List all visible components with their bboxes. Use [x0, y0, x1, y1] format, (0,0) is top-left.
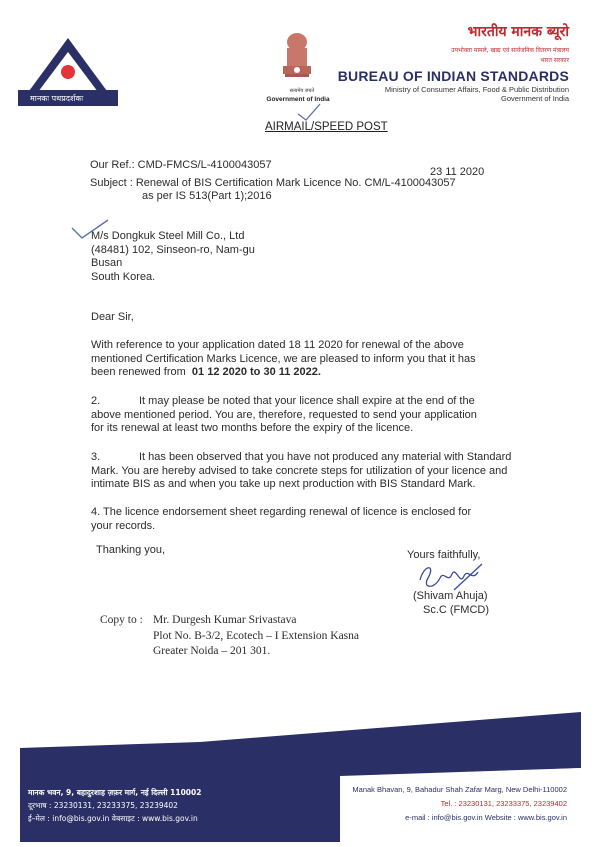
paragraph-line: It may please be noted that your licence shall expire at the end of the [139, 395, 475, 407]
paragraph-2 [91, 395, 521, 436]
footer-phone: Tel. : 23230131, 23233375, 23239402 [440, 799, 567, 808]
recipient-address [91, 230, 255, 284]
paragraph-number: 3. [91, 451, 101, 463]
paragraph-line: mentioned Certification Marks Licence, we are pleased to inform you that it has [91, 352, 476, 365]
address-line: (48481) 102, Sinseon-ro, Nam-gu [91, 243, 255, 256]
org-ministry-hindi: उपभोक्ता मामले, खाद्य एवं सार्वजनिक वितरण मंत्रालय [451, 47, 569, 54]
yours-faithfully: Yours faithfully, [407, 549, 481, 561]
paragraph-line: intimate BIS as and when you take up next production with BIS Standard Mark. [91, 478, 476, 490]
paragraph-4 [91, 506, 521, 533]
org-name-hindi: भारतीय मानक ब्यूरो [467, 24, 569, 40]
footer-phone-hindi: दूरभाष : 23230131, 23233375, 23239402 [28, 801, 178, 810]
paragraph-number: 2. [91, 395, 101, 407]
footer-web-hindi: ई–मेल : info@bis.gov.in वेबसाइट : www.bis.gov.in [28, 814, 198, 823]
signer-title: Sc.C (FMCD) [423, 604, 489, 616]
copy-to-address [153, 613, 359, 660]
footer-address: Manak Bhavan, 9, Bahadur Shah Zafar Marg, New Delhi-110002 [352, 785, 567, 794]
paragraph-line: Mark. You are hereby advised to take concrete steps for utilization of your licence and [91, 464, 508, 477]
paragraph-line: With reference to your application dated 18 11 2020 for renewal of the above [91, 339, 464, 351]
org-government: Government of India [501, 94, 569, 103]
address-line: South Korea. [91, 270, 156, 283]
org-name: BUREAU OF INDIAN STANDARDS [337, 68, 569, 84]
paragraph-line: 4. The licence endorsement sheet regarding renewal of licence is enclosed for [91, 506, 472, 518]
org-ministry: Ministry of Consumer Affairs, Food & Public Distribution [384, 85, 569, 94]
copy-line: Greater Noida – 201 301. [153, 645, 271, 657]
renewal-period: 01 12 2020 to 30 11 2022. [191, 366, 321, 378]
check-mark-icon [296, 102, 322, 122]
closing: Thanking you, [96, 544, 166, 556]
footer-band [0, 708, 599, 847]
paragraph-line: above mentioned period. You are, therefore, requested to send your application [91, 408, 477, 421]
salutation: Dear Sir, [91, 311, 134, 323]
national-emblem-icon [272, 28, 322, 86]
paragraph-line: been renewed from [91, 366, 186, 378]
letter-date: 23 11 2020 [430, 166, 485, 178]
paragraph-line: It has been observed that you have not produced any material with Standard [139, 451, 512, 463]
footer-address-hindi: मानक भवन, 9, बहादुरशाह ज़फ़र मार्ग, नई दिल्ली 110002 [28, 788, 202, 797]
copy-line: Plot No. B-3/2, Ecotech – I Extension Kasna [153, 629, 360, 642]
paragraph-1 [91, 339, 521, 380]
logo-motto: मानकः पथप्रदर्शकः [30, 94, 84, 103]
emblem-motto: सत्यमेव जयते [289, 88, 315, 94]
signature-icon [414, 560, 488, 594]
footer-web: e-mail : info@bis.gov.in Website : www.bis.gov.in [405, 813, 567, 822]
emblem-caption: Government of India [266, 96, 330, 103]
copy-to-label: Copy to : [100, 614, 143, 626]
org-government-hindi: भारत सरकार [540, 57, 569, 64]
mail-type: AIRMAIL/SPEED POST [265, 121, 388, 133]
paragraph-line: your records. [91, 519, 156, 532]
copy-line: Mr. Durgesh Kumar Srivastava [153, 614, 297, 626]
signer-name: (Shivam Ahuja) [413, 590, 488, 602]
address-line: Busan [91, 257, 123, 269]
subject-line: Subject : Renewal of BIS Certification Mark Licence No. CM/L-4100043057 [90, 177, 456, 189]
address-line: M/s Dongkuk Steel Mill Co., Ltd [91, 230, 245, 242]
subject-line-2: as per IS 513(Part 1);2016 [142, 190, 272, 202]
paragraph-line: for its renewal at least two months before the expiry of the licence. [91, 422, 414, 434]
paragraph-3 [91, 451, 521, 492]
our-reference: Our Ref.: CMD-FMCS/L-4100043057 [90, 159, 272, 171]
